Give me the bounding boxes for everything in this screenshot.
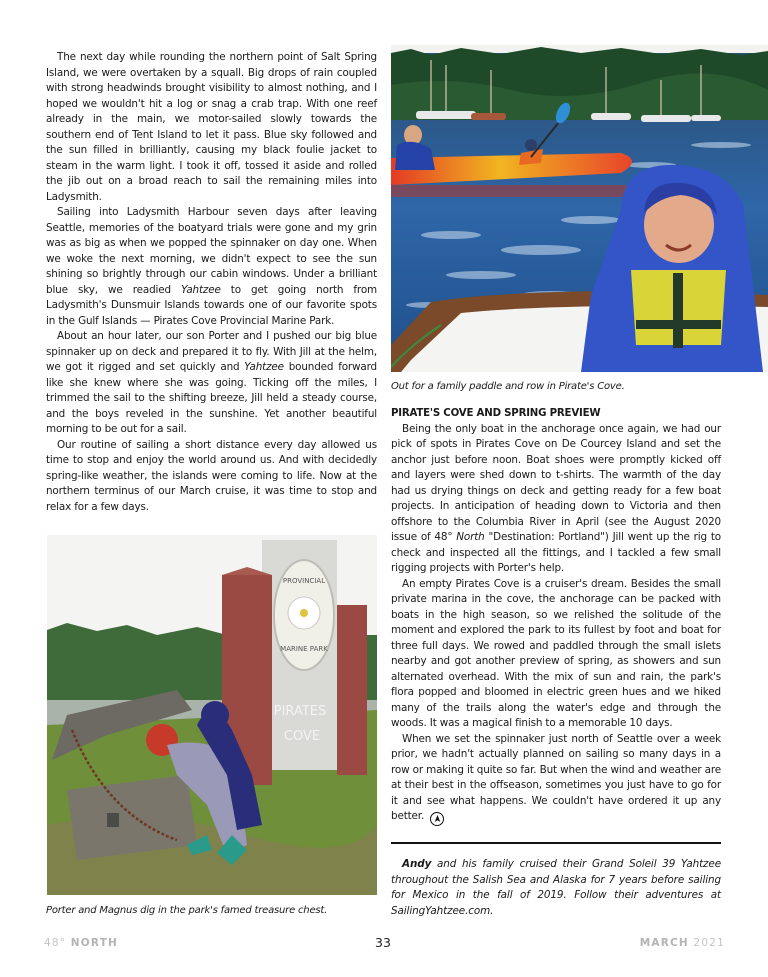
sign-text-name-1: PIRATES — [273, 704, 327, 719]
footer-magazine-title: 48° NORTH — [44, 937, 119, 949]
paragraph: About an hour later, our son Porter and I pushed our big blue spinnaker up on deck and prepared it to fly. With Jill at the helm, we got it rigged and set quickly and Yahtzee bounded forward like she knew where she was going. Ticking off the miles, I trimmed the sail to the shifting breeze, Jill held a steady course, and the boys reveled in the sunshine. Yet another beautiful morning to be out for a sail. — [46, 330, 377, 435]
boat-name: Yahtzee — [244, 361, 284, 373]
sign-text-name-2: COVE — [283, 729, 321, 744]
paragraph: An empty Pirates Cove is a cruiser's dream. Besides the small private marina in the cove, the anchorage can be packed with boats in the high season, so we relished the solitude of the moment and explored the park to its fullest by foot and boat for three full days. We rowed and paddled through the small islets nearby and got another preview of spring, as showers and sun alternated overhead. With the mix of sun and rain, the park's flora popped and bloomed in electric green hues and we hiked many of the trails along the water's edge and through the woods. It was a magical finish to a memorable 10 days. — [391, 577, 721, 729]
kayak-rowboat-photo — [391, 45, 768, 372]
sign-text-top: PROVINCIAL — [282, 577, 326, 585]
right-article-column — [391, 406, 721, 826]
author-name: Andy — [402, 858, 432, 870]
divider-rule — [391, 842, 721, 844]
photo-caption-bottom: Porter and Magnus dig in the park's famed treasure chest. — [46, 905, 328, 916]
page-number: 33 — [375, 935, 391, 950]
paragraph: Our routine of sailing a short distance every day allowed us time to stop and enjoy the world around us. And with decidedly spring-like weather, the islands were coming to life. Now at the northern terminus of our March cruise, it was time to stop and relax for a few days. — [46, 438, 377, 513]
photo-caption-top: Out for a family paddle and row in Pirate's Cove. — [391, 381, 625, 392]
boat-name: Yahtzee — [181, 283, 221, 296]
treasure-chest-illustration — [47, 535, 377, 895]
section-heading: PIRATE'S COVE AND SPRING PREVIEW — [391, 408, 601, 419]
sign-text-bottom: MARINE PARK — [280, 645, 328, 653]
paragraph: Being the only boat in the anchorage once again, we had our pick of spots in Pirates Cove on De Courcey Island and set the anchor just before noon. Boat shoes were promptly kicked off and layers were shed down to t-shirts. The warmth of the day had us drying things on deck and getting ready for a few boat projects. In anticipation of heading down to Victoria and then offshore to the Columbia River in April (see the August 2020 issue of 48° North "Destination: Portland") Jill went up the rig to check and inspected all the fittings, and I tackled a few small rigging projects with Porter's help. — [391, 422, 721, 574]
paragraph: The next day while rounding the northern point of Salt Spring Island, we were overtaken by a squall. Big drops of rain coupled with strong headwinds brought visibility to almost nothing, and I hoped we wouldn't hit a log or snag a crab trap. With one reef already in the main, we motor-sailed slowly towards the southern end of Tent Island to let it pass. Blue sky followed and the sun filled in brilliantly, causing my black foulie jacket to steam in the warm light. I took it off, tossed it aside and rolled the jib out on a broad reach to sail the remaining miles into Ladysmith. — [46, 51, 377, 203]
kayak-rowboat-illustration — [391, 45, 768, 372]
paragraph: Sailing into Ladysmith Harbour seven days after leaving Seattle, memories of the boatyard trials were gone and my grin was as big as when we popped the spinnaker on day one. When we woke the next morning, we didn't expect to see the sun shining so brightly through our cabin windows. Under a brilliant blue sky, we readied Yahtzee to get going north from Ladysmith's Dunsmuir Islands towards one of our favorite spots in the Gulf Islands — Pirates Cove Provincial Marine Park. — [46, 206, 378, 327]
treasure-chest-photo — [47, 535, 377, 895]
author-bio: Andy and his family cruised their Grand Soleil 39 Yahtzee throughout the Salish Sea and Alaska for 7 years before sailing for Mexico in the fall of 2019. Follow their adventures at SailingYahtzee.com. — [391, 858, 721, 917]
footer-issue-date: MARCH 2021 — [639, 937, 725, 949]
magazine-name: North — [456, 531, 485, 543]
compass-arrow-icon — [430, 812, 444, 826]
paragraph: When we set the spinnaker just north of Seattle over a week prior, we hadn't actually planned on sailing so many days in a row or making it quite so far. But when the wind and weather are at their best in the offseason, sometimes you just have to go for it and see what happens. We couldn't have ordered it up any better. — [391, 732, 721, 826]
left-article-column — [46, 50, 377, 515]
